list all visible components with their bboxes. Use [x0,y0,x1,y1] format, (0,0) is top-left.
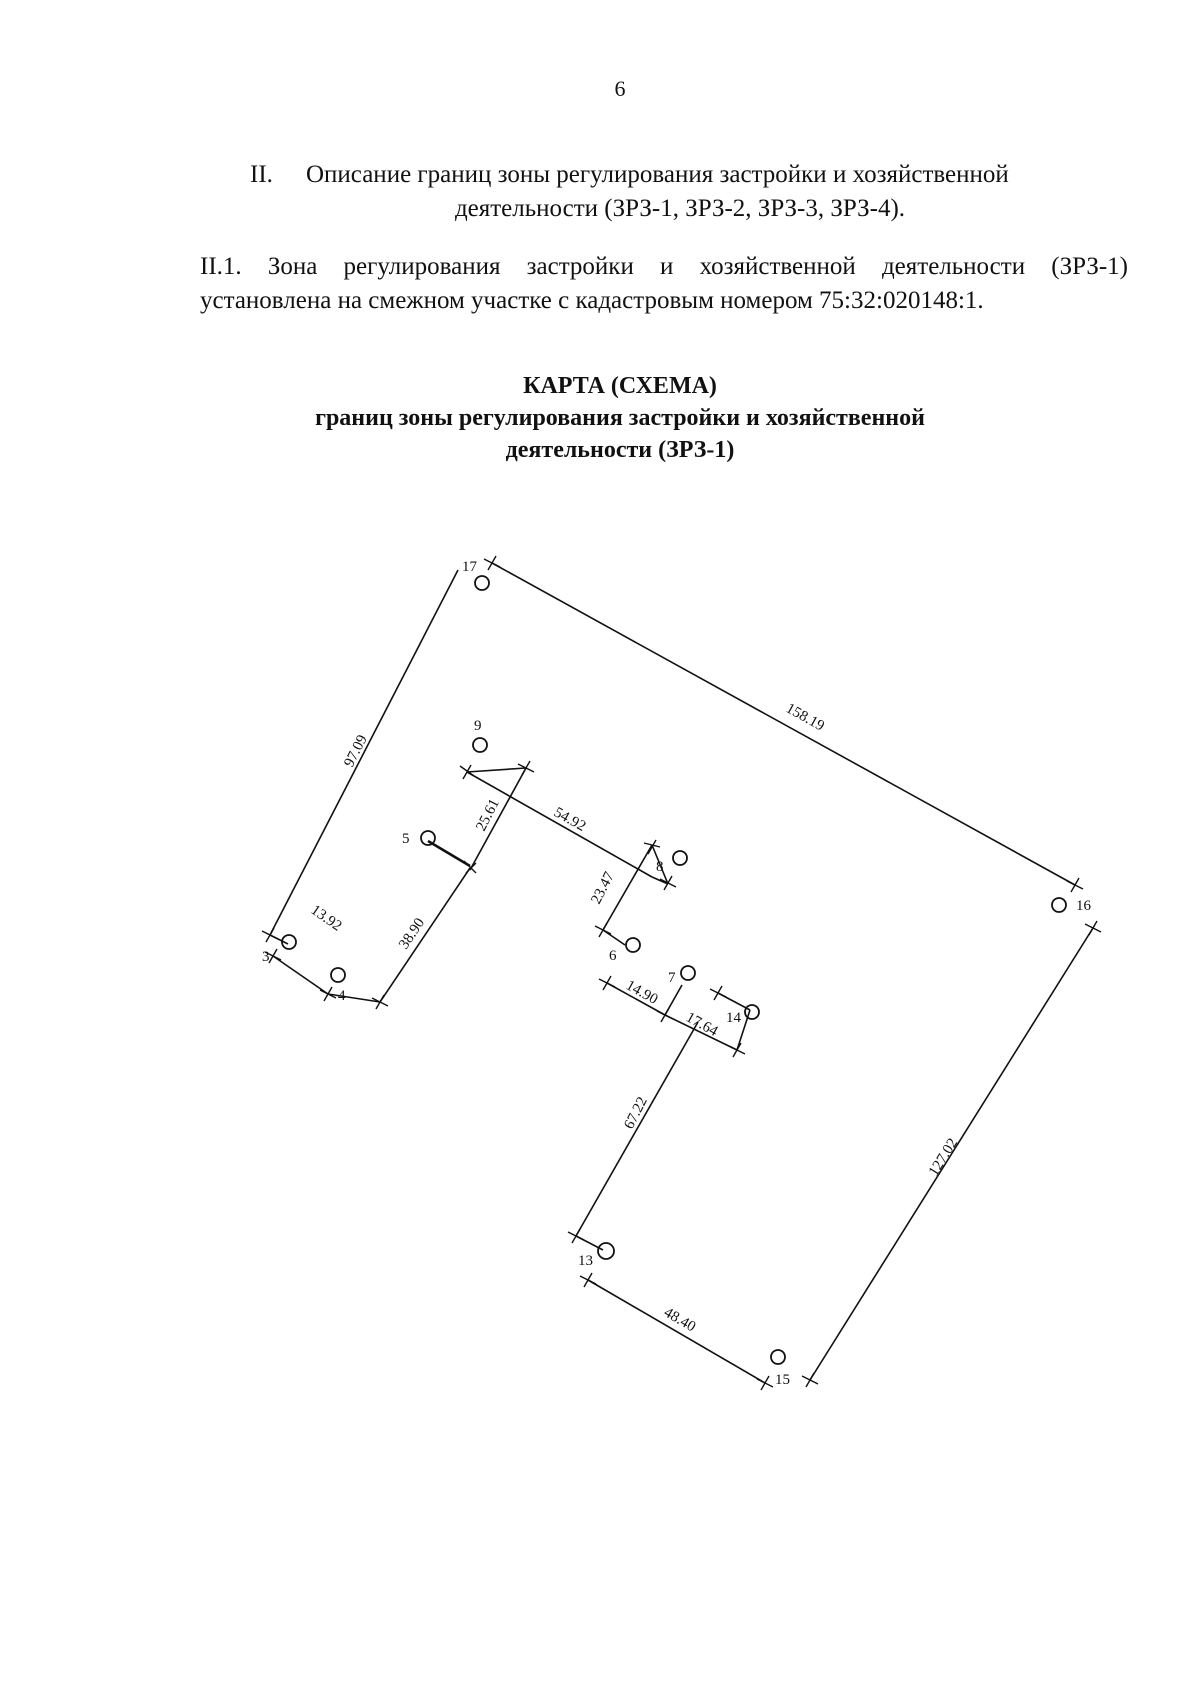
paragraph-line-1: II.1. Зона регулирования застройки и хозяйственной деятельности (ЗРЗ-1) [200,253,1128,280]
dimension-line-48-40 [588,1280,765,1383]
dimension-label-48-40: 48.40 [661,1304,699,1336]
dimension-line-67-22 [576,1022,698,1236]
point-marker-4 [331,968,345,982]
point-marker-5 [421,831,435,845]
point-labels [262,559,1092,1388]
tick-6 [595,923,611,937]
dimension-line-9-short [467,768,526,772]
section-title-line-1: Описание границ зоны регулирования застройки и хозяйственной [306,161,1009,188]
tick-15 [757,1376,773,1390]
point-label-4: 4 [338,988,346,1004]
dimension-label-17-64: 17.64 [683,1009,721,1040]
dimension-labels [308,701,962,1336]
point-label-7: 7 [668,970,676,986]
point-label-16: 16 [1076,898,1091,914]
point-label-17: 17 [462,559,477,575]
point-label-15: 15 [775,1372,790,1388]
point-marker-7 [681,966,695,980]
page-number: 6 [614,76,626,101]
map-title-line-3: деятельности (ЗРЗ-1) [505,437,735,463]
dimension-label-25-61: 25.61 [473,796,503,834]
point-label-14: 14 [726,1010,741,1026]
tick-17 [484,556,500,570]
tick-3a [262,928,278,942]
point-marker-13 [598,1243,614,1259]
tick-7 [657,1008,673,1022]
point-marker-8 [673,851,687,865]
dimension-line-13-92 [273,956,328,994]
dimension-label-97-09: 97.09 [341,732,371,770]
point-marker-6 [626,938,640,952]
tick-38-90 [372,995,388,1009]
tick-13b [580,1273,596,1287]
point-label-8: 8 [656,859,664,875]
map-title-line-1: КАРТА (СХЕМА) [523,373,717,399]
point-label-5: 5 [402,831,410,847]
dimension-line-38-90 [380,868,470,1002]
dimension-label-14-90: 14.90 [623,977,661,1008]
paragraph-line-2: установлена на смежном участке с кадастровым номером 75:32:020148:1. [200,287,984,314]
tick-13a [568,1229,584,1243]
point-label-9: 9 [474,718,482,734]
dimension-label-54-92: 54.92 [551,804,589,835]
point-label-3: 3 [262,949,270,965]
tick-16a [1067,878,1083,892]
dimension-label-127-02: 127.02 [925,1135,962,1180]
tick-14a [710,986,726,1000]
segment-5 [428,841,470,866]
point-label-13: 13 [578,1253,593,1269]
dimension-label-158-19: 158.19 [783,700,827,735]
point-marker-17 [475,576,489,590]
section-number: II. [250,161,273,188]
tick-4 [320,987,336,1001]
map-title-line-2: границ зоны регулирования застройки и хозяйственной [315,405,925,431]
dimension-label-13-92: 13.92 [307,902,345,935]
point-label-6: 6 [609,948,617,964]
tick-127-02 [802,1373,818,1387]
tick-8b [660,876,676,890]
tick-16b [1085,921,1101,935]
tick-14b [729,1043,745,1057]
dimension-label-23-47: 23.47 [588,869,618,907]
tick-8a [644,840,660,854]
point-marker-16 [1052,898,1066,912]
dimension-label-38-90: 38.90 [396,915,429,953]
point-marker-15 [771,1350,785,1364]
point-marker-14 [745,1005,759,1019]
point-marker-9 [473,738,487,752]
tick-14-90 [599,976,615,990]
dimension-label-67-22: 67.22 [621,1094,651,1132]
section-title-line-2: деятельности (ЗРЗ-1, ЗРЗ-2, ЗРЗ-3, ЗРЗ-4). [454,195,906,222]
